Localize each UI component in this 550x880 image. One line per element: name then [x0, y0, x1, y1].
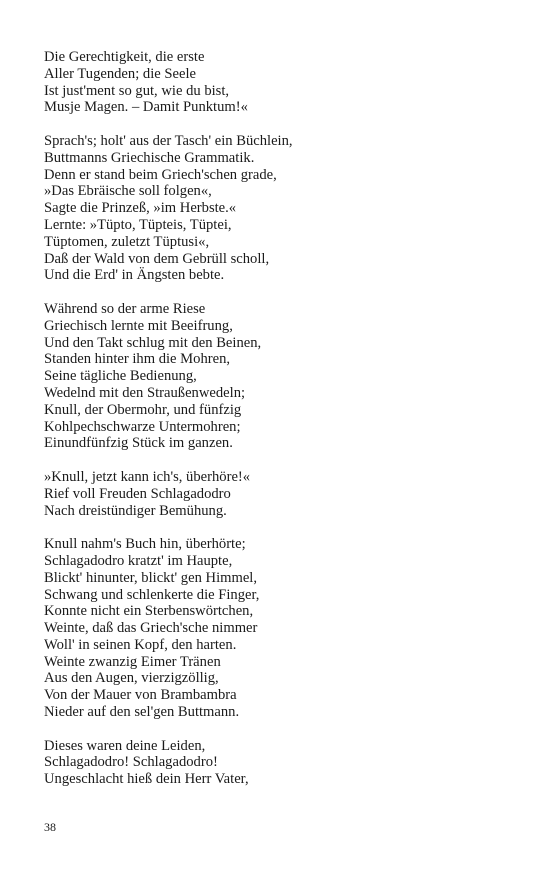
poem-line: Und den Takt schlug mit den Beinen, — [44, 334, 262, 351]
poem-line: Daß der Wald von dem Gebrüll scholl, — [44, 250, 270, 267]
poem-line: Weinte, daß das Griech'sche nimmer — [44, 620, 258, 637]
poem-line: Ungeschlacht hieß dein Herr Vater, — [44, 771, 249, 788]
poem-line: Während so der arme Riese — [44, 300, 206, 317]
poem-line: »Das Ebräische soll folgen«, — [44, 183, 212, 200]
poem-line: Tüptomen, zuletzt Tüptusi«, — [44, 233, 210, 250]
poem-line: Schlagadodro kratzt' im Haupte, — [44, 552, 233, 569]
stanza — [44, 469, 514, 519]
poem-line: Knull nahm's Buch hin, überhörte; — [44, 536, 246, 553]
poem-line: Musje Magen. – Damit Punktum!« — [44, 99, 248, 116]
poem-line: Knull, der Obermohr, und fünfzig — [44, 401, 242, 418]
poem-line: »Knull, jetzt kann ich's, überhöre!« — [44, 468, 251, 485]
poem-line: Schlagadodro! Schlagadodro! — [44, 754, 218, 771]
stanza — [44, 536, 514, 721]
stanza — [44, 301, 514, 452]
poem-line: Woll' in seinen Kopf, den harten. — [44, 636, 237, 653]
poem-line: Buttmanns Griechische Grammatik. — [44, 149, 255, 166]
poem-line: Griechisch lernte mit Beeifrung, — [44, 317, 233, 334]
poem-line: Nach dreistündiger Bemühung. — [44, 502, 227, 519]
poem-line: Kohlpechschwarze Untermohren; — [44, 418, 241, 435]
poem-line: Von der Mauer von Brambambra — [44, 687, 237, 704]
stanza — [44, 133, 514, 284]
poem-text-block — [44, 49, 514, 805]
poem-line: Schwang und schlenkerte die Finger, — [44, 586, 260, 603]
poem-line: Seine tägliche Bedienung, — [44, 368, 197, 385]
poem-line: Weinte zwanzig Eimer Tränen — [44, 653, 221, 670]
poem-line: Einundfünfzig Stück im ganzen. — [44, 435, 233, 452]
poem-line: Denn er stand beim Griech'schen grade, — [44, 166, 277, 183]
poem-line: Aller Tugenden; die Seele — [44, 65, 196, 82]
poem-line: Die Gerechtigkeit, die erste — [44, 49, 205, 65]
poem-line: Blickt' hinunter, blickt' gen Himmel, — [44, 569, 258, 586]
poem-line: Standen hinter ihm die Mohren, — [44, 351, 231, 368]
poem-line: Sprach's; holt' aus der Tasch' ein Büchlein, — [44, 132, 293, 149]
stanza — [44, 738, 514, 788]
poem-line: Wedelnd mit den Straußenwedeln; — [44, 384, 246, 401]
poem-line: Aus den Augen, vierzigzöllig, — [44, 670, 219, 687]
poem-line: Und die Erd' in Ängsten bebte. — [44, 267, 225, 284]
page-number: 38 — [44, 820, 56, 834]
poem-line: Dieses waren deine Leiden, — [44, 737, 206, 754]
poem-line: Sagte die Prinzeß, »im Herbste.« — [44, 200, 237, 217]
poem-line: Nieder auf den sel'gen Buttmann. — [44, 704, 240, 721]
poem-line: Konnte nicht ein Sterbenswörtchen, — [44, 603, 254, 620]
stanza — [44, 49, 514, 116]
poem-line: Ist just'ment so gut, wie du bist, — [44, 82, 230, 99]
poem-line: Lernte: »Tüpto, Tüpteis, Tüptei, — [44, 216, 232, 233]
poem-line: Rief voll Freuden Schlagadodro — [44, 485, 231, 502]
